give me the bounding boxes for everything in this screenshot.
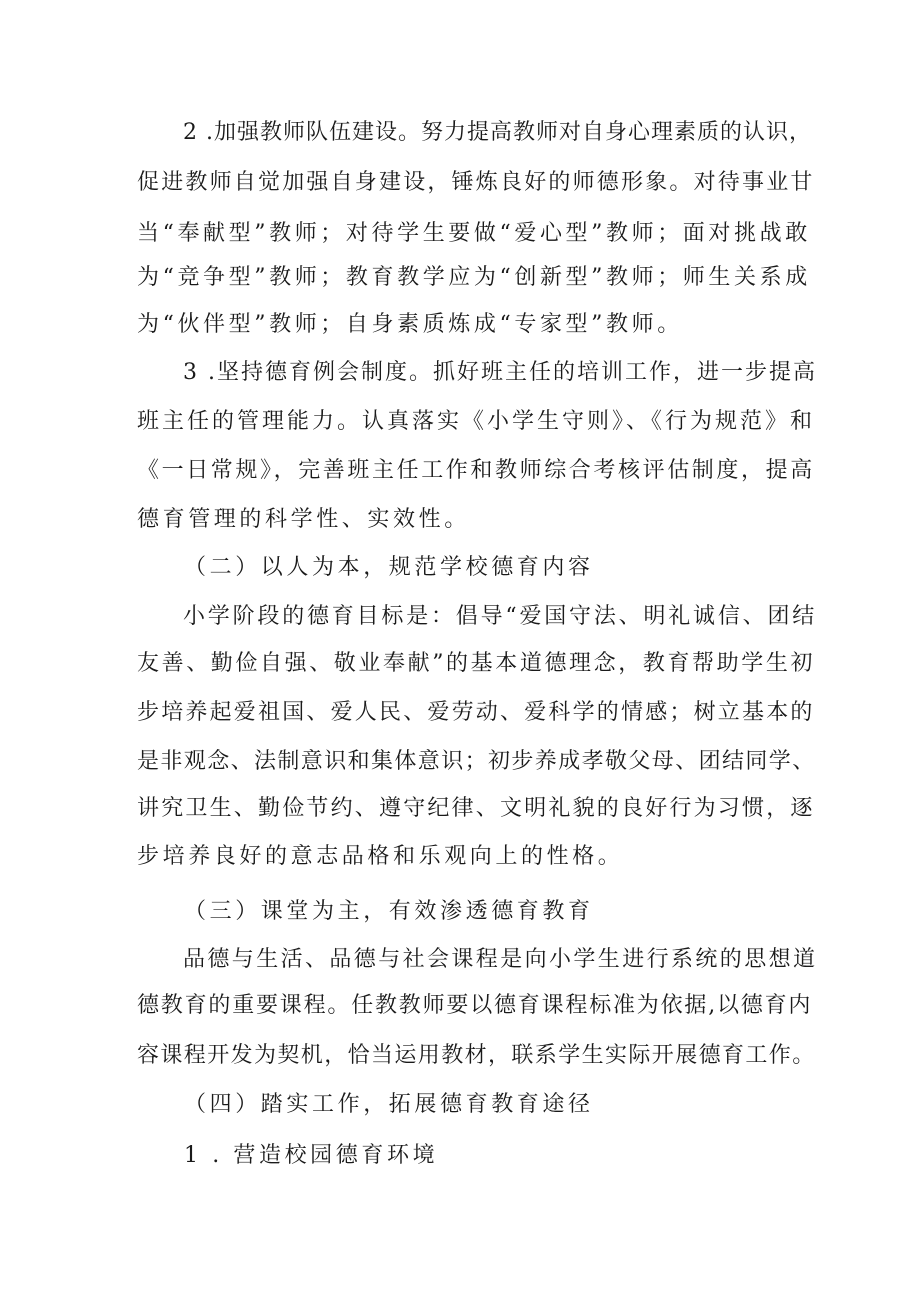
paragraph-line: 为“竞争型”教师；教育教学应为“创新型”教师；师生关系成	[137, 265, 811, 290]
paragraph-line: 讲究卫生、勤俭节约、遵守纪律、文明礼貌的良好行为习惯，逐	[137, 796, 815, 821]
paragraph-line: 友善、勤俭自强、敬业奉献”的基本道德理念，教育帮助学生初	[137, 651, 816, 676]
paragraph-line: 容课程开发为契机，恰当运用教材，联系学生实际开展德育工作。	[137, 1043, 816, 1068]
section-heading: （四）踏实工作，拓展德育教育途径	[184, 1092, 594, 1117]
paragraph-line: 3 .坚持德育例会制度。抓好班主任的培训工作，进一步提高	[183, 360, 817, 385]
paragraph-line: 《一日常规》，完善班主任工作和教师综合考核评估制度，提高	[137, 458, 815, 483]
paragraph-line: 德教育的重要课程。任教教师要以德育课程标准为依据,以德育内	[137, 993, 813, 1018]
paragraph-line: 为“伙伴型”教师；自身素质炼成“专家型”教师。	[137, 312, 683, 337]
paragraph-line: 班主任的管理能力。认真落实《小学生守则》、《行为规范》和	[137, 409, 816, 434]
paragraph-line: 当“奉献型”教师；对待学生要做“爱心型”教师；面对挑战敢	[137, 221, 811, 246]
paragraph-line: 是非观念、法制意识和集体意识；初步养成孝敬父母、团结同学、	[137, 749, 816, 774]
subsection-heading: 1 . 营造校园德育环境	[184, 1143, 439, 1168]
paragraph-line: 德育管理的科学性、实效性。	[137, 507, 470, 532]
paragraph-line: 步培养良好的意志品格和乐观向上的性格。	[137, 844, 624, 869]
paragraph-line: 品德与生活、品德与社会课程是向小学生进行系统的思想道	[183, 947, 818, 972]
paragraph-line: 促进教师自觉加强自身建设，锤炼良好的师德形象。对待事业甘	[137, 170, 815, 195]
section-heading: （三）课堂为主，有效渗透德育教育	[184, 899, 594, 924]
paragraph-line: 小学阶段的德育目标是：倡导“爱国守法、明礼诚信、团结	[183, 604, 818, 629]
paragraph-line: 步培养起爱祖国、爱人民、爱劳动、爱科学的情感；树立基本的	[137, 700, 815, 725]
paragraph-line: 2 .加强教师队伍建设。努力提高教师对自身心理素质的认识，	[183, 120, 812, 145]
section-heading: （二）以人为本，规范学校德育内容	[184, 555, 594, 580]
